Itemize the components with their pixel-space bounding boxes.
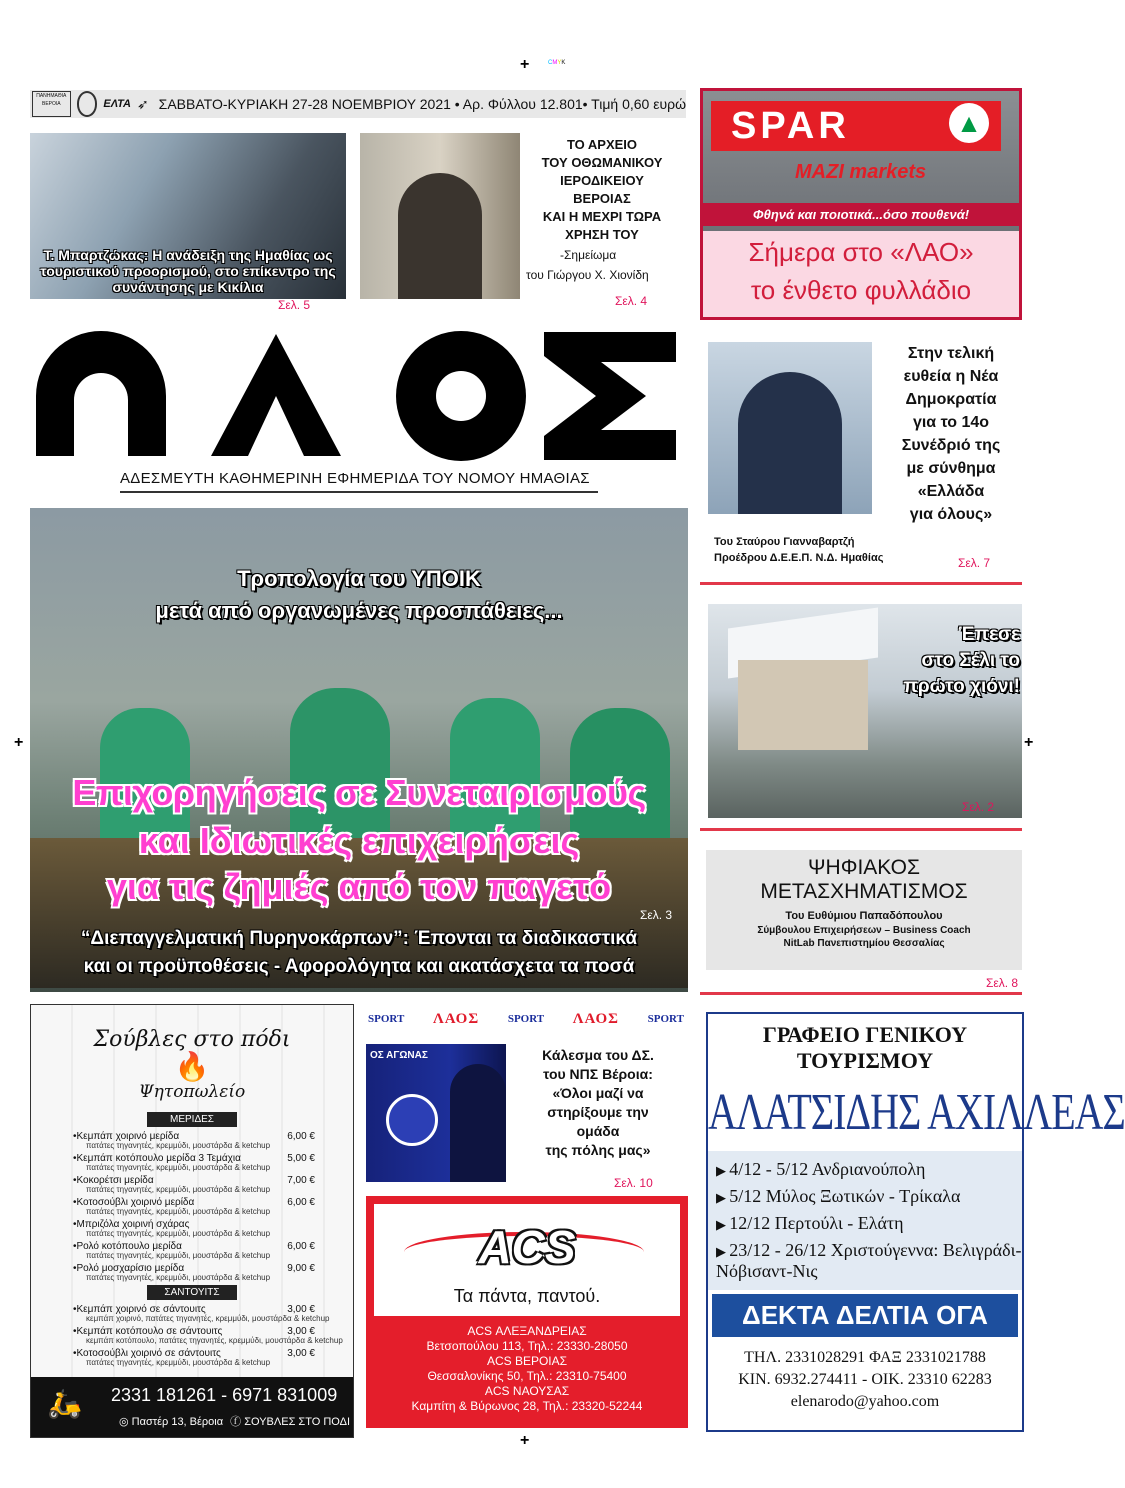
story3-line: «Ελλάδα bbox=[917, 483, 985, 500]
panimathia-logo: ΠΑΝΗΜΑΘΙΑ ΒΕΡΟΙΑ bbox=[32, 91, 71, 117]
digital-h1: ΨΗΦΙΑΚΟΣ bbox=[808, 856, 920, 879]
tourism-title-2: ΤΟΥΡΙΣΜΟΥ bbox=[796, 1048, 934, 1073]
sport-label: SPORT bbox=[647, 1013, 684, 1025]
story1-photo bbox=[30, 133, 346, 299]
color-bar-cmyk: CMYK bbox=[548, 60, 566, 66]
main-headline-3[interactable]: για τις ζημιές από τον παγετό bbox=[106, 866, 612, 907]
tourism-trip-text: 4/12 - 5/12 Ανδριανούπολη bbox=[729, 1159, 926, 1179]
souvles-fb: ΣΟΥΒΛΕΣ ΣΤΟ ΠΟΔΙ bbox=[244, 1416, 351, 1428]
story2-line: ΤΟ ΑΡΧΕΙΟ bbox=[566, 137, 638, 152]
souvles-ad[interactable] bbox=[30, 1004, 354, 1438]
menu-item-name: •Κεμπάπ χοιρινό σε σάντουιτς bbox=[73, 1304, 206, 1315]
play-arrow-icon: ▶ bbox=[716, 1244, 730, 1259]
menu-item-desc: πατάτες τηγανητές, κρεμμύδι, μουστάρδα & ketchup bbox=[86, 1358, 271, 1367]
menu-item-desc: πατάτες τηγανητές, κρεμμύδι, μουστάρδα & ketchup bbox=[86, 1163, 271, 1172]
sport-headline[interactable] bbox=[512, 1046, 684, 1160]
acs-logo-area bbox=[374, 1204, 680, 1316]
acs-branch-name: ACS ΑΛΕΞΑΝΔΡΕΙΑΣ bbox=[467, 1324, 587, 1338]
story2-photo bbox=[360, 133, 520, 299]
spar-banner bbox=[703, 91, 1019, 231]
politician-figure bbox=[738, 372, 842, 514]
story3-photo bbox=[708, 342, 872, 514]
sandwich-list bbox=[31, 1304, 353, 1367]
main-headline-2[interactable]: και Ιδιωτικές επιχειρήσεις bbox=[138, 820, 580, 861]
grill-icon: 🔥 bbox=[174, 1051, 210, 1082]
house-wall bbox=[738, 660, 868, 750]
story3-line: Συνέδριό της bbox=[901, 437, 1001, 454]
issue-header-bar bbox=[30, 90, 686, 118]
spar-tagline: Φθηνά και ποιοτικά...όσο πουθενά! bbox=[703, 203, 1019, 226]
menu-item-name: •Κοτοσούβλι χοιρινό σε σάντουιτς bbox=[73, 1348, 221, 1359]
play-arrow-icon: ▶ bbox=[716, 1217, 730, 1232]
portions-heading: ΜΕΡΙΔΕΣ bbox=[147, 1112, 237, 1127]
masthead-svg bbox=[36, 326, 686, 466]
story1-headline[interactable]: Τ. Μπαρτζώκας: Η ανάδειξη της Ημαθίας ως τουριστικού προορισμού, στο επίκεντρο της συνάντησης με Κικίλια bbox=[40, 247, 336, 295]
acs-ad[interactable] bbox=[366, 1196, 688, 1428]
menu-item-name: •Κοκορέτσι μερίδα bbox=[73, 1175, 154, 1186]
registration-mark-top: + bbox=[520, 56, 530, 73]
sport-line: στηρίξουμε την bbox=[547, 1104, 649, 1120]
spar-sub: MAZI markets bbox=[795, 161, 927, 183]
acs-branches bbox=[366, 1324, 688, 1414]
spar-logo: SPAR ▲ bbox=[711, 101, 1001, 151]
registration-mark-right: + bbox=[1024, 734, 1034, 751]
sandwich-heading: ΣΑΝΤΟΥΙΤΣ bbox=[147, 1285, 237, 1300]
souvles-contact-bar bbox=[31, 1377, 353, 1437]
acs-brand: ACS bbox=[478, 1221, 576, 1273]
acs-branch-name: ACS ΝΑΟΥΣΑΣ bbox=[484, 1384, 570, 1398]
main-kicker1: Τροπολογία του ΥΠΟΙΚ bbox=[237, 566, 481, 591]
menu-item-desc: πατάτες τηγανητές, κρεμμύδι, μουστάρδα & ketchup bbox=[86, 1229, 271, 1238]
story3-byline2: Προέδρου Δ.Ε.Ε.Π. Ν.Δ. Ημαθίας bbox=[714, 552, 884, 564]
story3-line: Στην τελική bbox=[907, 345, 995, 362]
sport-logo: ΛΑΟΣ bbox=[572, 1010, 619, 1027]
registration-mark-bottom: + bbox=[520, 1432, 530, 1449]
story3-byline1: Του Σταύρου Γιανναβαρτζή bbox=[714, 536, 855, 548]
menu-item-price: 6,00 € bbox=[287, 1241, 315, 1252]
story2-line: ΚΑΙ Η ΜΕΧΡΙ ΤΩΡΑ bbox=[542, 209, 662, 224]
story3-line: για το 14ο bbox=[912, 414, 990, 431]
badge-icon bbox=[77, 91, 98, 117]
story2-note: -Σημείωμα bbox=[560, 248, 617, 262]
tourism-name: ΑΛΑΤΣΙΔΗΣ ΑΧΙΛΛΕΑΣ bbox=[708, 1082, 1125, 1141]
story3-headline[interactable] bbox=[878, 342, 1024, 526]
tourism-trip bbox=[716, 1213, 1022, 1234]
story1-page-ref: Σελ. 5 bbox=[278, 298, 311, 312]
delivery-scooter-icon: 🛵 bbox=[47, 1388, 82, 1419]
snow-line: πρώτο χιόνι! bbox=[903, 676, 1020, 697]
story3-page-ref: Σελ. 7 bbox=[958, 556, 991, 570]
tourism-contact2: ΚΙΝ. 6932.274411 - ΟΙΚ. 23310 62283 bbox=[738, 1371, 992, 1388]
menu-item-price: 3,00 € bbox=[287, 1304, 315, 1315]
divider-rule bbox=[700, 828, 1022, 831]
tourism-trips bbox=[708, 1151, 1022, 1290]
main-page-ref: Σελ. 3 bbox=[640, 908, 673, 922]
acs-branch-address: Καμπίτη & Βύρωνος 28, Τηλ.: 23320-52244 bbox=[411, 1399, 643, 1413]
snow-headline[interactable] bbox=[850, 622, 1020, 700]
spar-insert-line2: το ένθετο φυλλάδιο bbox=[750, 275, 972, 305]
sport-line: «Όλοι μαζί να bbox=[552, 1085, 644, 1101]
story2-line: ΧΡΗΣΗ ΤΟΥ bbox=[565, 227, 639, 242]
sport-logo: ΛΑΟΣ bbox=[432, 1010, 480, 1027]
poster-title: ΟΣ ΑΓΩΝΑΣ bbox=[370, 1050, 428, 1061]
spar-ad[interactable] bbox=[700, 88, 1022, 320]
registration-mark-left: + bbox=[14, 734, 24, 751]
acs-slogan: Τα πάντα, παντού. bbox=[453, 1286, 601, 1306]
snow-line: Έπεσε bbox=[958, 624, 1020, 645]
portions-list bbox=[31, 1131, 353, 1282]
acs-branch-address: Θεσσαλονίκης 50, Τηλ.: 23310-75400 bbox=[427, 1369, 627, 1383]
tourism-trip bbox=[716, 1159, 1022, 1180]
instagram-icon: ◎ bbox=[119, 1416, 129, 1428]
menu-item-price: 6,00 € bbox=[287, 1197, 315, 1208]
story2-line: ΙΕΡΟΔΙΚΕΙΟΥ bbox=[560, 173, 644, 188]
story2-author: του Γιώργου Χ. Χιονίδη bbox=[526, 268, 649, 282]
sport-line: της πόλης μας» bbox=[545, 1142, 651, 1158]
story3-line: Δημοκρατία bbox=[905, 391, 997, 408]
tourism-trip bbox=[716, 1240, 1022, 1282]
portrait-figure bbox=[398, 173, 482, 299]
menu-item-name: •Ρολό μοσχαρίσιο μερίδα bbox=[73, 1263, 185, 1274]
souvles-kind: Ψητοπωλείο bbox=[138, 1082, 246, 1102]
menu-item-price: 3,00 € bbox=[287, 1348, 315, 1359]
menu-item-name: •Ρολό κοτόπουλο μερίδα bbox=[73, 1241, 182, 1252]
menu-item-desc: πατάτες τηγανητές, κρεμμύδι, μουστάρδα & ketchup bbox=[86, 1273, 271, 1282]
menu-item-desc: πατάτες τηγανητές, κρεμμύδι, μουστάρδα & ketchup bbox=[86, 1185, 271, 1194]
menu-item-desc: πατάτες τηγανητές, κρεμμύδι, μουστάρδα & ketchup bbox=[86, 1251, 271, 1260]
tourism-contact1: ΤΗΛ. 2331028291 ΦΑΞ 2331021788 bbox=[744, 1349, 986, 1366]
club-crest-icon bbox=[386, 1094, 438, 1146]
story2-headline[interactable] bbox=[522, 136, 682, 244]
menu-item-name: •Κοτοσούβλι χοιρινό μερίδα bbox=[73, 1197, 195, 1208]
souvles-address-row bbox=[119, 1413, 350, 1429]
menu-item-price: 7,00 € bbox=[287, 1175, 315, 1186]
sport-band bbox=[368, 1010, 684, 1028]
souvles-phones: 2331 181261 - 6971 831009 bbox=[111, 1385, 338, 1405]
sport-line: ομάδα bbox=[576, 1123, 620, 1139]
story2-page-ref: Σελ. 4 bbox=[615, 294, 648, 308]
menu-item-name: •Κεμπάπ κοτόπουλο σε σάντουιτς bbox=[73, 1326, 223, 1337]
digital-story[interactable] bbox=[706, 850, 1022, 970]
menu-item-desc: πατάτες τηγανητές, κρεμμύδι, μουστάρδα & ketchup bbox=[86, 1141, 271, 1150]
story2-line: ΤΟΥ ΟΘΩΜΑΝΙΚΟΥ bbox=[541, 155, 663, 170]
menu-item-desc: πατάτες τηγανητές, κρεμμύδι, μουστάρδα & ketchup bbox=[86, 1207, 271, 1216]
acs-branch-address: Βετσοπούλου 113, Τηλ.: 23330-28050 bbox=[426, 1339, 628, 1353]
divider-rule bbox=[700, 992, 1022, 995]
spar-insert-line1: Σήμερα στο «ΛΑΟ» bbox=[748, 237, 974, 267]
menu-item-price: 3,00 € bbox=[287, 1326, 315, 1337]
tourism-ad[interactable] bbox=[706, 1012, 1125, 1432]
play-arrow-icon: ▶ bbox=[716, 1163, 730, 1178]
spar-tree-icon: ▲ bbox=[949, 103, 989, 143]
main-kicker2: μετά από οργανωμένες προσπάθειες... bbox=[155, 598, 563, 623]
sport-page-ref: Σελ. 10 bbox=[614, 1176, 653, 1190]
menu-item-price: 9,00 € bbox=[287, 1263, 315, 1274]
player-figure bbox=[450, 1064, 506, 1182]
menu-item-name: •Κεμπάπ χοιρινό μερίδα bbox=[73, 1131, 180, 1142]
sport-line: του ΝΠΣ Βέροια: bbox=[543, 1066, 653, 1082]
tourism-trip bbox=[716, 1186, 1022, 1207]
masthead-logo bbox=[36, 326, 686, 466]
digital-h2: ΜΕΤΑΣΧΗΜΑΤΙΣΜΟΣ bbox=[760, 880, 968, 903]
acs-branch-name: ACS ΒΕΡΟΙΑΣ bbox=[486, 1354, 568, 1368]
main-subheadline-2: και οι προϋποθέσεις - Αφορολόγητα και ακατάσχετα τα ποσά bbox=[83, 956, 635, 977]
menu-item-name: •Κεμπάπ κοτόπουλο μερίδα 3 Τεμάχια bbox=[73, 1153, 241, 1164]
sport-line: Κάλεσμα του ΔΣ. bbox=[542, 1047, 654, 1063]
issue-line: ΣΑΒΒΑΤΟ-ΚΥΡΙΑΚΗ 27-28 ΝΟΕΜΒΡΙΟΥ 2021 • Αρ. Φύλλου 12.801• Τιμή 0,60 ευρώ bbox=[158, 96, 686, 112]
tourism-oga: ΔΕΚΤΑ ΔΕΛΤΙΑ ΟΓΑ bbox=[712, 1294, 1018, 1337]
play-arrow-icon: ▶ bbox=[716, 1190, 730, 1205]
menu-item-name: •Μπριζόλα χοιρινή σχάρας bbox=[73, 1219, 190, 1230]
tourism-trip-text: 5/12 Μύλος Ξωτικών - Τρίκαλα bbox=[729, 1186, 961, 1206]
sport-poster bbox=[366, 1044, 506, 1182]
menu-item-desc: κεμπάπ χοιρινό, πατάτες τηγανητές, κρεμμύδι, μουστάρδα & ketchup bbox=[86, 1314, 330, 1323]
snow-page-ref: Σελ. 2 bbox=[962, 800, 995, 814]
masthead-subtitle: ΑΔΕΣΜΕΥΤΗ ΚΑΘΗΜΕΡΙΝΗ ΕΦΗΜΕΡΙΔΑ ΤΟΥ ΝΟΜΟΥ ΗΜΑΘΙΑΣ bbox=[120, 470, 598, 493]
story3-line: με σύνθημα bbox=[906, 460, 996, 477]
souvles-address: Παστέρ 13, Βέροια bbox=[131, 1416, 224, 1428]
facebook-icon: ⓕ bbox=[230, 1416, 242, 1428]
main-headline-1[interactable]: Επιχορηγήσεις σε Συνεταιρισμούς bbox=[72, 772, 646, 813]
divider-rule bbox=[700, 582, 1022, 585]
digital-page-ref: Σελ. 8 bbox=[986, 976, 1019, 990]
sport-label: SPORT bbox=[368, 1013, 405, 1025]
souvles-name: Σούβλες στο πόδι bbox=[93, 1027, 291, 1052]
elta-bird-icon: ➶ bbox=[136, 95, 149, 112]
tourism-trip-text: 23/12 - 26/12 Χριστούγεννα: Βελιγράδι-Νόβισαντ-Νις bbox=[716, 1240, 1022, 1281]
sport-label: SPORT bbox=[507, 1013, 545, 1025]
story3-line: για όλους» bbox=[909, 506, 993, 523]
menu-item-desc: κεμπάπ κοτόπουλο, πατάτες τηγανητές, κρεμμύδι, μουστάρδα & ketchup bbox=[86, 1336, 343, 1345]
digital-role2: NitLab Πανεπιστημίου Θεσσαλίας bbox=[783, 938, 945, 949]
tourism-email[interactable]: elenarodo@yahoo.com bbox=[790, 1393, 940, 1410]
main-subheadline-1: “Διεπαγγελματική Πυρηνοκάρπων”: Έπονται τα διαδικαστικά bbox=[80, 928, 638, 949]
menu-item-price: 5,00 € bbox=[287, 1153, 315, 1164]
tourism-title-1: ΓΡΑΦΕΙΟ ΓΕΝΙΚΟΥ bbox=[762, 1022, 968, 1047]
tourism-trip-text: 12/12 Περτούλι - Ελάτη bbox=[729, 1213, 904, 1233]
elta-logo: ΕΛΤΑ bbox=[103, 98, 131, 110]
digital-role1: Σύμβουλου Επιχειρήσεων – Business Coach bbox=[757, 925, 971, 936]
menu-item-price: 6,00 € bbox=[287, 1131, 315, 1142]
digital-author: Του Ευθύμιου Παπαδόπουλου bbox=[785, 910, 943, 922]
story2-line: ΒΕΡΟΙΑΣ bbox=[573, 191, 631, 206]
snow-line: στο Σέλι το bbox=[921, 650, 1020, 671]
story3-line: ευθεία η Νέα bbox=[903, 368, 999, 385]
